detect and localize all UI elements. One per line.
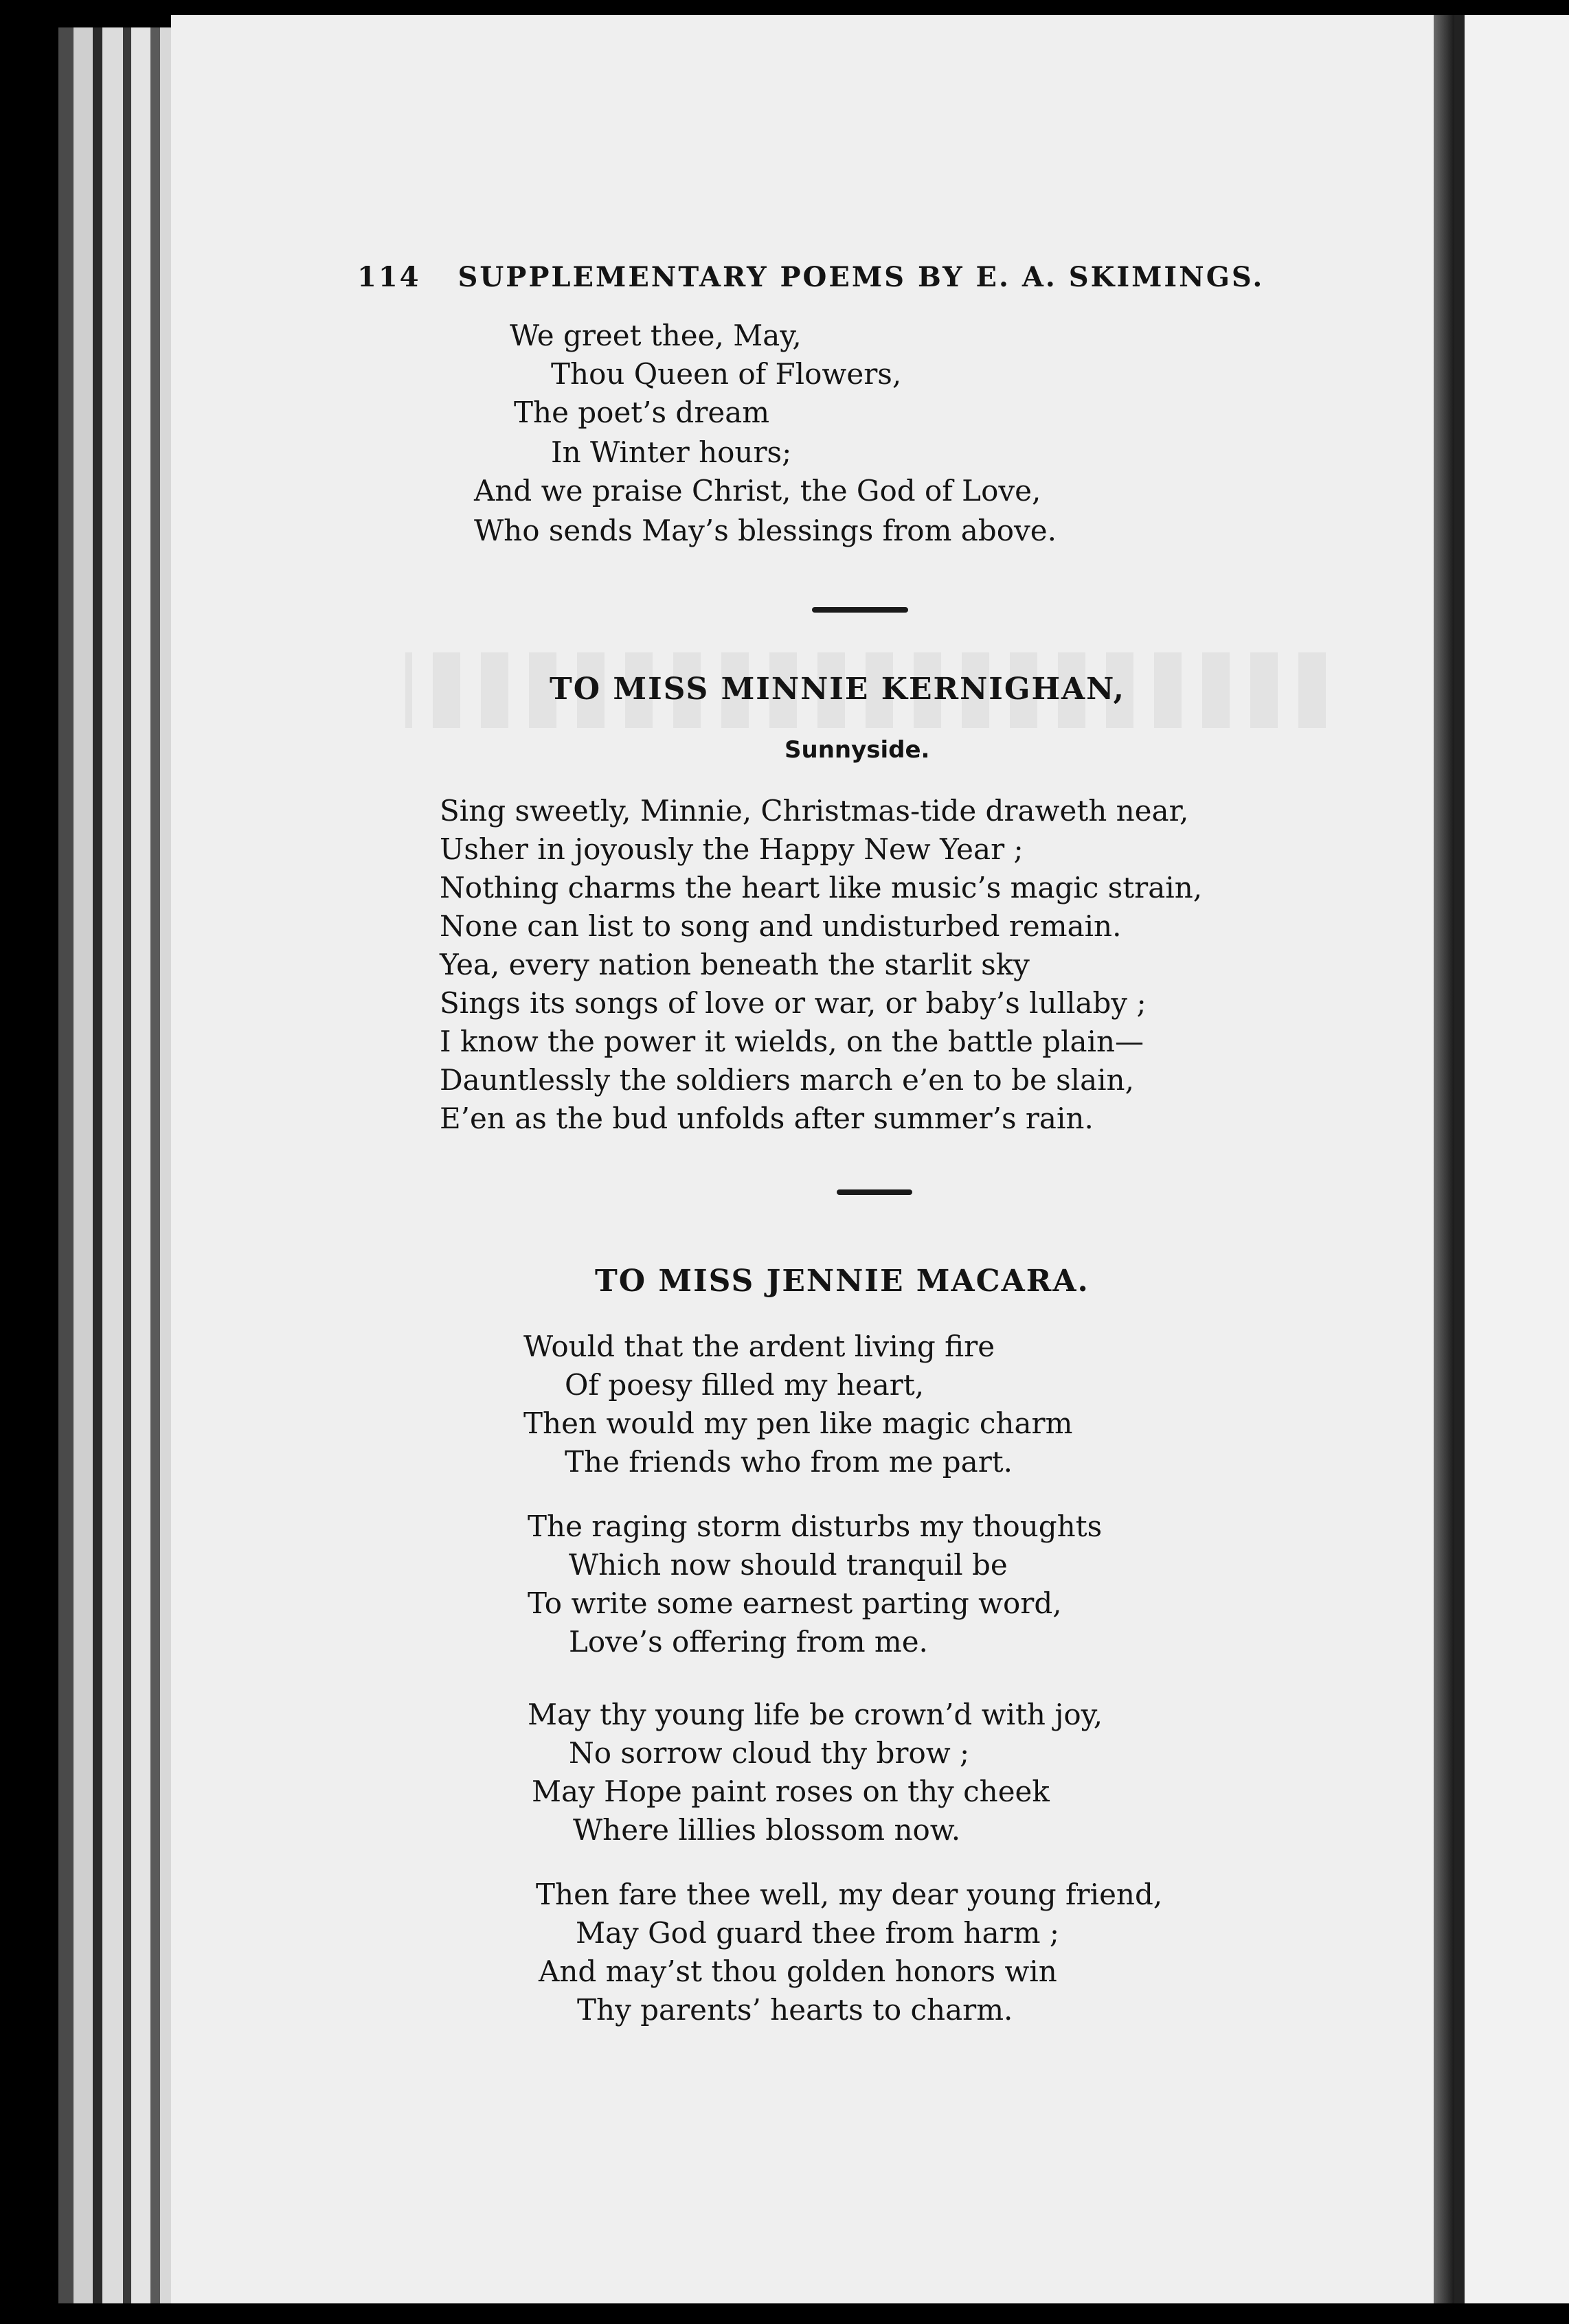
verse-line: E’en as the bud unfolds after summer’s rain.	[440, 1102, 1094, 1135]
verse-line: Usher in joyously the Happy New Year ;	[440, 832, 1024, 866]
verse-line: May thy young life be crown’d with joy,	[528, 1698, 1103, 1731]
poem-title: TO MISS JENNIE MACARA.	[595, 1264, 1090, 1299]
book-edge	[150, 27, 160, 2303]
section-divider	[837, 1189, 912, 1195]
verse-line: Thy parents’ hearts to charm.	[577, 1993, 1013, 2027]
verse-line: To write some earnest parting word,	[528, 1586, 1062, 1620]
poem-title: TO MISS MINNIE KERNIGHAN,	[550, 672, 1125, 707]
next-page-sliver	[1465, 15, 1569, 2303]
verse-line: No sorrow cloud thy brow ;	[569, 1736, 970, 1770]
section-divider	[812, 607, 908, 613]
verse-line: Would that the ardent living fire	[523, 1330, 995, 1363]
running-header	[357, 261, 1264, 293]
verse-line: And may’st thou golden honors win	[539, 1955, 1057, 1988]
verse-line: Yea, every nation beneath the starlit sky	[440, 948, 1030, 981]
book-edge	[58, 27, 74, 2303]
verse-line: Who sends May’s blessings from above.	[474, 514, 1057, 547]
book-edge	[102, 27, 123, 2303]
verse-line: Then fare thee well, my dear young friend,	[536, 1878, 1163, 1911]
verse-line: Which now should tranquil be	[569, 1548, 1008, 1582]
verse-line: And we praise Christ, the God of Love,	[474, 474, 1041, 508]
running-title: SUPPLEMENTARY POEMS BY E. A. SKIMINGS.	[458, 261, 1265, 293]
gutter-shadow	[1434, 15, 1454, 2303]
book-edge	[74, 27, 93, 2303]
book-edge	[131, 27, 150, 2303]
verse-line: Sing sweetly, Minnie, Christmas-tide draweth near,	[440, 794, 1189, 828]
page-number: 114	[357, 261, 421, 293]
verse-line: Then would my pen like magic charm	[523, 1406, 1073, 1440]
verse-line: May God guard thee from harm ;	[576, 1916, 1060, 1950]
verse-line: Of poesy filled my heart,	[565, 1368, 925, 1402]
poem-subtitle: Sunnyside.	[784, 736, 930, 764]
verse-line: I know the power it wields, on the battle plain—	[440, 1025, 1144, 1058]
verse-line: Thou Queen of Flowers,	[551, 357, 902, 391]
book-edge	[160, 27, 171, 2303]
verse-line: Love’s offering from me.	[569, 1625, 928, 1659]
next-page-edge	[1454, 15, 1465, 2303]
verse-line: The raging storm disturbs my thoughts	[528, 1510, 1103, 1543]
verse-line: Where lillies blossom now.	[573, 1813, 961, 1847]
verse-line: In Winter hours;	[551, 435, 792, 469]
book-edge	[93, 27, 102, 2303]
verse-line: May Hope paint roses on thy cheek	[532, 1775, 1050, 1808]
verse-line: We greet thee, May,	[510, 319, 802, 352]
verse-line: Nothing charms the heart like music’s magic strain,	[440, 871, 1203, 904]
book-edge	[123, 27, 131, 2303]
verse-line: Dauntlessly the soldiers march e’en to be slain,	[440, 1063, 1134, 1097]
verse-line: Sings its songs of love or war, or baby’s lullaby ;	[440, 986, 1147, 1020]
verse-line: The friends who from me part.	[565, 1445, 1013, 1479]
verse-line: The poet’s dream	[514, 396, 770, 429]
verse-line: None can list to song and undisturbed remain.	[440, 909, 1122, 943]
